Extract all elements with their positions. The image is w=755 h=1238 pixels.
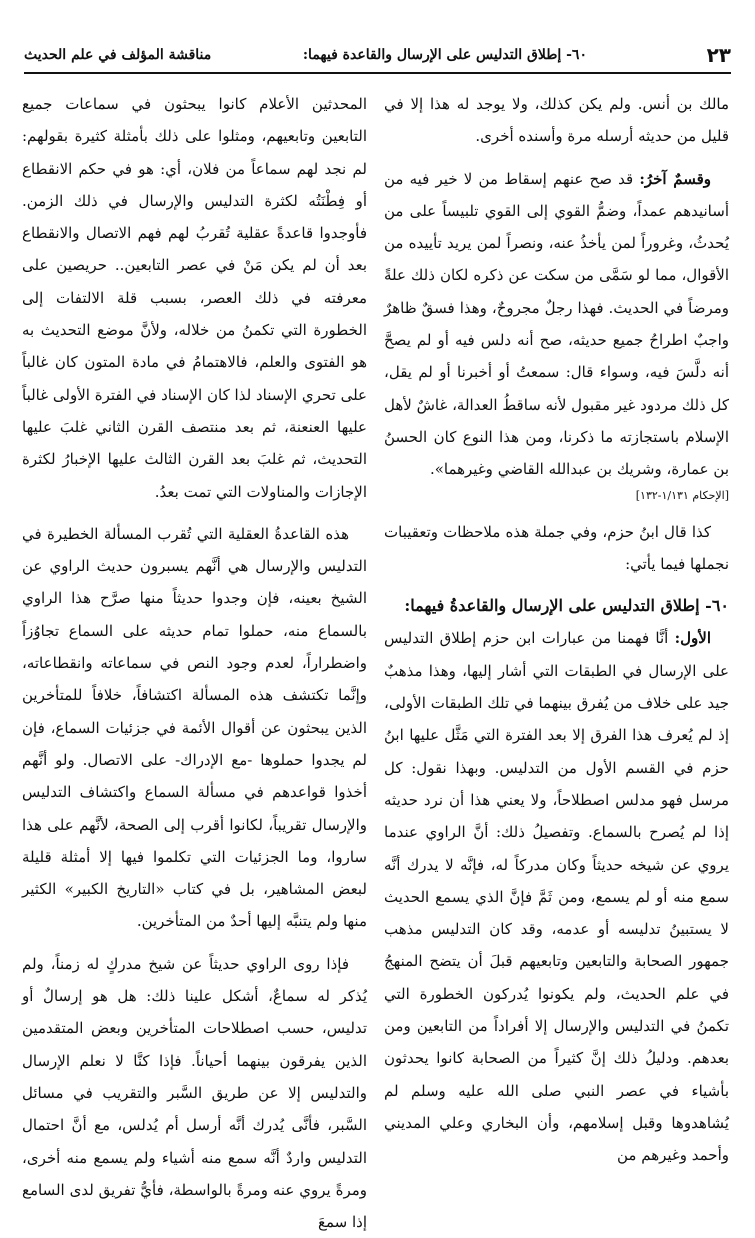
paragraph: فإذا روى الراوي حديثاً عن شيخ مدركٍ له زمناً، ولم يُذكر له سماعٌ، أشكل علينا ذلك: هل هو إرسالٌ أو تدليس، حسب اصطلاحات المتأخرين وبعض المتقدمين الذين يفرقون بينهما أحياناً. فإذا كنَّا لا نعلم الإرسال والتدليس إلا عن طريق السَّبر والتقريب في مسائل السَّبر، فأنَّى يُدرك أنَّه أرسل أم يُدلس، مع أنَّ احتمال التدليس واردٌ أنَّه سمع منه أشياء ولم يسمع منه أخرى، ومرةً يروي عنه ومرةً بالواسطة، فأيُّ تفريق لدى السامع إذا سمعَ	[22, 954, 367, 1232]
citation: [الإحكام ١/١٣١-١٣٢]	[635, 488, 729, 502]
paragraph-lead: وقسمٌ آخرُ:	[639, 169, 711, 188]
paragraph: مالك بن أنس. ولم يكن كذلك، ولا يوجد له هذا إلا في قليل من حديثه أرسله مرة وأسنده أخرى.	[384, 95, 729, 146]
page-header	[24, 38, 731, 74]
text-columns	[22, 88, 729, 1232]
section-title: ٦٠- إطلاق التدليس على الإرسال والقاعدةُ فيهما:	[404, 596, 729, 616]
paragraph: المحدثين الأعلام كانوا يبحثون في سماعات جميع التابعين وتابعيهم، ومثلوا على ذلك بأمثلة كثيرة بقولهم: لم نجد لهم سماعاً من فلان، أي: هو في حكم الانقطاع أو فِطْنَتُه لكثرة التدليس والإرسال في ذلك الزمن. فأوجدوا قاعدةً عقلية تُقربُ لهم فهم الاتصال والانقطاع بعد أن لم يكن مَنْ في عصر التابعين.. حريصين على معرفته في ذلك العصر، بسبب قلة الالتفات إلى الخطورة التي تكمنُ من خلاله، ولأنَّ موضع التحديث به هو الفتوى والعلم، فالاهتمامُ في مادة المتون كان غالباً على تحري الإسناد لذا كان الإسناد في الفترة الأولى غالباً عليها العنعنة، ثم بعد منتصف القرن الثاني غلبَ عليها التحديث، ثم غلبَ بعد القرن الثالث عليها الإخبارُ لكثرة الإجازات والمناولات التي تمت بعدُ.	[22, 95, 367, 501]
left-column	[22, 88, 367, 1232]
right-column	[384, 88, 729, 1165]
paragraph	[384, 622, 729, 1171]
paragraph-lead: الأول:	[674, 629, 711, 648]
paragraph-body: قد صح عنهم إسقاط من لا خير فيه من أسانيدهم عمداً، وضمُّ القوي إلى القوي تلبيساً على من يُحدثُ، وغروراً لمن يأخذُ عنه، ونصراً لمن يريد تأييده من الأقوال، مما لو سَمَّى من سكت عن ذكره لكان ذلك علةً ومرضاً في الحديث. فهذا رجلٌ مجروحٌ، وهذا فسقٌ ظاهرٌ واجبٌ اطراحُ جميع حديثه، صح أنه دلس فيه أو لم يصحَّ أنه دلَّسَ فيه، وسواء قال: سمعتُ أو أخبرنا أو لم يقل، كل ذلك مردود غير مقبول لأنه ساقطُ العدالة، غاشٌ لأهل الإسلام باستجازته ما ذكرنا، ومن هذا النوع كان الحسنُ بن عمارة، وشريك بن عبدالله القاضي وغيرهما».	[384, 169, 729, 479]
paragraph	[384, 163, 729, 486]
paragraph-body: أنَّا فهمنا من عبارات ابن حزم إطلاق التدليس على الإرسال في الطبقات التي أشار إليها، وهذا مذهبٌ جيد على خلاف من يُفرق بينهما في تلك الطبقات الأولى، إذ لم يُعرف هذا الفرق إلا بعد الفترة التي مَثَّل عليها ابنُ حزم في القسم الأول من التدليس. وبهذا نقول: كل مرسل فهو مدلس اصطلاحاً، ولا يعني هذا أن نرد حديثه إذا لم يُصرح بالسماع. وتفصيلُ ذلك: أنَّ الراوي عندما يروي عن شيخه حديثاً وكان مدركاً له، فإنَّه لا يدرك أنَّه سمع منه أو لم يسمع، ومن ثَمَّ فإنَّ الذي يسمع الحديث لا يستبينُ تدليسه أو عدمه، وقد كان التدليس مذهب جمهور الصحابة والتابعين وتابعيهم قبلَ أن يتضح المنهجُ في علم الحديث، ولم يكونوا يُدركون الخطورة التي تكمنُ في التدليس والإرسال إلا أفراداً من التابعين ومن بعدهم. ودليلُ ذلك إنَّ كثيراً من الصحابة كانوا يحدثون بأشياء في عصر النبي صلى الله عليه وسلم لم يُشاهدوها وقبل إسلامهم، وأن البخاري وعلي المديني وأحمد وغيرهم من	[384, 629, 729, 1165]
running-title-section: ٦٠- إطلاق التدليس على الإرسال والقاعدة فيهما:	[302, 47, 587, 63]
paragraph: هذه القاعدةُ العقلية التي تُقرب المسألة الخطيرة في التدليس والإرسال هي أنَّهم يسبرون حديث الراوي عن الشيخ بعينه، فإن وجدوا حديثاً منها صرَّح هذا الراوي بالسماع منه، حملوا تمام حديثه على السماع تجاوُزاً واضطراراً، لعدم وجود النص في سماعاته وانقطاعاته، وإنَّما تكتشف هذه المسألة اكتشافاً، خلافاً للمتأخرين الذين يبحثون عن أقوال الأئمة في جزئيات السماع، فإن لم يجدوا حملوها -مع الإدراك- على الاتصال. ولو أنَّهم أخذوا قواعدهم في مسألة السماع واكتشاف التدليس والإرسال تقريباً، لكانوا أقرب إلى الصحة، لأنَّهم على هذا ساروا، وما الجزئيات التي تكلموا فيها إلا أمثلة قليلة لبعض المشاهير، بل في كتاب «التاريخ الكبير» الكثير منها ولم يتنبَّه إليها أحدٌ من المتأخرين.	[22, 524, 367, 931]
running-title-book: مناقشة المؤلف في علم الحديث	[24, 47, 212, 63]
paragraph: كذا قال ابنُ حزم، وفي جملة هذه ملاحظات وتعقيبات نجملها فيما يأتي:	[384, 522, 729, 573]
page-number: ٢٣	[706, 43, 731, 67]
